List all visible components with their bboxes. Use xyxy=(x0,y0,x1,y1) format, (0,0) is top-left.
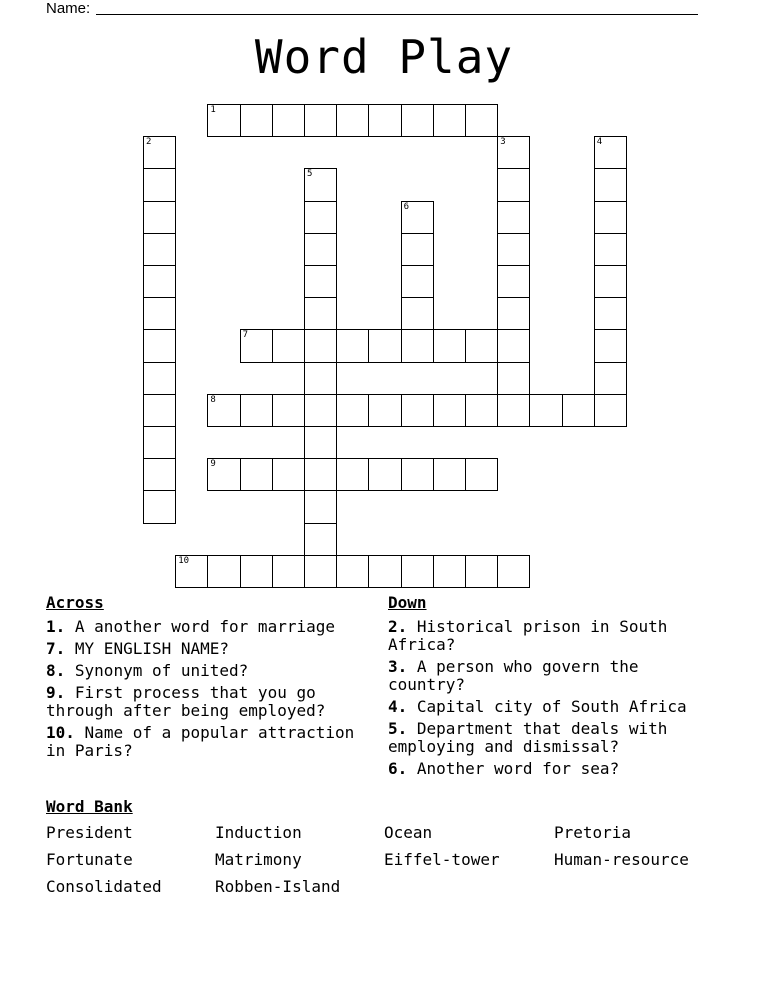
clue-across-1 xyxy=(46,618,376,636)
crossword-cell[interactable] xyxy=(594,136,627,169)
crossword-cell[interactable] xyxy=(497,297,530,330)
word-bank-item: Robben-Island xyxy=(215,877,341,896)
clue-number: 9. xyxy=(46,683,66,702)
crossword-cell[interactable] xyxy=(497,265,530,298)
crossword-cell[interactable] xyxy=(304,168,337,201)
crossword-cell[interactable] xyxy=(175,555,208,588)
across-clues xyxy=(46,594,376,764)
crossword-cell[interactable] xyxy=(207,104,240,137)
crossword-cell[interactable] xyxy=(562,394,595,427)
crossword-cell[interactable] xyxy=(240,458,273,491)
crossword-cell[interactable] xyxy=(594,329,627,362)
clue-number: 5. xyxy=(388,719,408,738)
crossword-cell[interactable] xyxy=(272,394,305,427)
clue-across-7 xyxy=(46,640,376,658)
clue-across-10 xyxy=(46,724,376,760)
crossword-cell[interactable] xyxy=(143,490,176,523)
crossword-cell[interactable] xyxy=(143,394,176,427)
crossword-cell[interactable] xyxy=(304,329,337,362)
crossword-cell[interactable] xyxy=(401,265,434,298)
clue-down-2 xyxy=(388,618,718,654)
cell-number: 3 xyxy=(500,137,506,148)
crossword-cell[interactable] xyxy=(336,329,369,362)
crossword-cell[interactable] xyxy=(304,201,337,234)
crossword-cell[interactable] xyxy=(433,458,466,491)
crossword-cell[interactable] xyxy=(401,555,434,588)
clue-number: 3. xyxy=(388,657,408,676)
clue-text: MY ENGLISH NAME? xyxy=(74,639,230,658)
crossword-cell[interactable] xyxy=(401,394,434,427)
crossword-cell[interactable] xyxy=(497,136,530,169)
crossword-cell[interactable] xyxy=(304,490,337,523)
clue-text: A another word for marriage xyxy=(74,617,335,636)
crossword-cell[interactable] xyxy=(497,329,530,362)
crossword-cell[interactable] xyxy=(272,555,305,588)
crossword-cell[interactable] xyxy=(401,233,434,266)
crossword-cell[interactable] xyxy=(272,329,305,362)
cell-number: 1 xyxy=(210,105,216,115)
crossword-cell[interactable] xyxy=(143,297,176,330)
crossword-cell[interactable] xyxy=(143,233,176,266)
crossword-cell[interactable] xyxy=(465,394,498,427)
crossword-cell[interactable] xyxy=(336,458,369,491)
clue-number: 4. xyxy=(388,697,408,716)
clue-number: 8. xyxy=(46,661,66,680)
crossword-cell[interactable] xyxy=(143,426,176,459)
crossword-cell[interactable] xyxy=(594,394,627,427)
crossword-cell[interactable] xyxy=(304,555,337,588)
crossword-cell[interactable] xyxy=(336,555,369,588)
word-bank-item: Pretoria xyxy=(554,823,632,842)
clue-number: 7. xyxy=(46,639,66,658)
crossword-cell[interactable] xyxy=(368,104,401,137)
crossword-cell[interactable] xyxy=(401,104,434,137)
crossword-cell[interactable] xyxy=(368,555,401,588)
crossword-cell[interactable] xyxy=(465,104,498,137)
word-bank-item: Eiffel-tower xyxy=(384,850,500,869)
crossword-cell[interactable] xyxy=(465,329,498,362)
crossword-cell[interactable] xyxy=(433,555,466,588)
cell-number: 6 xyxy=(403,201,410,212)
crossword-cell[interactable] xyxy=(433,329,466,362)
clue-down-3 xyxy=(388,658,718,694)
crossword-cell[interactable] xyxy=(304,394,337,427)
crossword-cell[interactable] xyxy=(304,523,337,556)
crossword-cell[interactable] xyxy=(240,329,273,362)
crossword-cell[interactable] xyxy=(240,394,273,427)
crossword-cell[interactable] xyxy=(368,394,401,427)
crossword-cell[interactable] xyxy=(401,458,434,491)
across-heading: Across xyxy=(46,593,104,612)
crossword-cell[interactable] xyxy=(143,168,176,201)
crossword-cell[interactable] xyxy=(594,201,627,234)
cell-number: 5 xyxy=(307,169,313,180)
crossword-cell[interactable] xyxy=(465,458,498,491)
crossword-cell[interactable] xyxy=(497,233,530,266)
word-bank-item: Consolidated xyxy=(46,877,162,896)
crossword-cell[interactable] xyxy=(433,394,466,427)
crossword-cell[interactable] xyxy=(143,136,176,169)
word-bank-item: Matrimony xyxy=(215,850,302,869)
crossword-cell[interactable] xyxy=(304,265,337,298)
crossword-cell[interactable] xyxy=(529,394,562,427)
crossword-cell[interactable] xyxy=(304,104,337,137)
crossword-cell[interactable] xyxy=(594,233,627,266)
down-heading: Down xyxy=(388,593,427,612)
clue-text: Historical prison in South Africa? xyxy=(388,617,668,654)
crossword-cell[interactable] xyxy=(401,329,434,362)
crossword-cell[interactable] xyxy=(594,168,627,201)
crossword-cell[interactable] xyxy=(304,233,337,266)
cell-number: 4 xyxy=(596,137,603,148)
down-clues xyxy=(388,594,718,782)
crossword-cell[interactable] xyxy=(207,555,240,588)
crossword-cell[interactable] xyxy=(497,555,530,588)
crossword-cell[interactable] xyxy=(304,297,337,330)
clue-text: Name of a popular attraction in Paris? xyxy=(46,723,355,760)
crossword-cell[interactable] xyxy=(594,362,627,395)
word-bank-item: Fortunate xyxy=(46,850,133,869)
crossword-cell[interactable] xyxy=(304,362,337,395)
crossword-cell[interactable] xyxy=(272,458,305,491)
crossword-cell[interactable] xyxy=(143,458,176,491)
clue-down-5 xyxy=(388,720,718,756)
crossword-cell[interactable] xyxy=(240,555,273,588)
crossword-cell[interactable] xyxy=(207,458,240,491)
crossword-cell[interactable] xyxy=(594,265,627,298)
word-bank-item: President xyxy=(46,823,133,842)
clue-text: First process that you go through after being employed? xyxy=(46,683,326,720)
clue-text: Capital city of South Africa xyxy=(416,697,687,716)
crossword-cell[interactable] xyxy=(497,168,530,201)
cell-number: 2 xyxy=(146,137,152,148)
crossword-cell[interactable] xyxy=(368,329,401,362)
clue-number: 10. xyxy=(46,723,75,742)
crossword-cell[interactable] xyxy=(497,201,530,234)
cell-number: 9 xyxy=(210,459,216,470)
crossword-cell[interactable] xyxy=(497,394,530,427)
crossword-cell[interactable] xyxy=(336,394,369,427)
crossword-cell[interactable] xyxy=(401,297,434,330)
clue-text: Synonym of united? xyxy=(74,661,249,680)
cell-number: 7 xyxy=(242,330,249,341)
crossword-cell[interactable] xyxy=(497,362,530,395)
crossword-cell[interactable] xyxy=(433,104,466,137)
crossword-cell[interactable] xyxy=(207,394,240,427)
clue-number: 6. xyxy=(388,759,408,778)
crossword-cell[interactable] xyxy=(368,458,401,491)
crossword-cell[interactable] xyxy=(304,426,337,459)
crossword-cell[interactable] xyxy=(465,555,498,588)
crossword-cell[interactable] xyxy=(336,104,369,137)
clue-down-6 xyxy=(388,760,718,778)
clue-text: Another word for sea? xyxy=(416,759,620,778)
word-bank-item: Ocean xyxy=(384,823,433,842)
crossword-cell[interactable] xyxy=(143,329,176,362)
crossword-cell[interactable] xyxy=(240,104,273,137)
crossword-cell[interactable] xyxy=(143,362,176,395)
clue-number: 2. xyxy=(388,617,408,636)
cell-number: 10 xyxy=(178,555,190,566)
crossword-cell[interactable] xyxy=(143,201,176,234)
word-bank-heading: Word Bank xyxy=(46,797,133,816)
clue-down-4 xyxy=(388,698,718,716)
clue-text: A person who govern the country? xyxy=(388,657,639,694)
crossword-cell[interactable] xyxy=(304,458,337,491)
clue-across-8 xyxy=(46,662,376,680)
word-bank-item: Induction xyxy=(215,823,302,842)
crossword-cell[interactable] xyxy=(594,297,627,330)
crossword-cell[interactable] xyxy=(401,201,434,234)
clue-number: 1. xyxy=(46,617,66,636)
crossword-cell[interactable] xyxy=(143,265,176,298)
crossword-cell[interactable] xyxy=(272,104,305,137)
clue-across-9 xyxy=(46,684,376,720)
cell-number: 8 xyxy=(210,394,216,405)
page-title: Word Play xyxy=(254,30,514,84)
word-bank-item: Human-resource xyxy=(554,850,689,869)
name-label: Name: xyxy=(46,0,91,17)
clue-text: Department that deals with employing and dismissal? xyxy=(388,719,668,756)
